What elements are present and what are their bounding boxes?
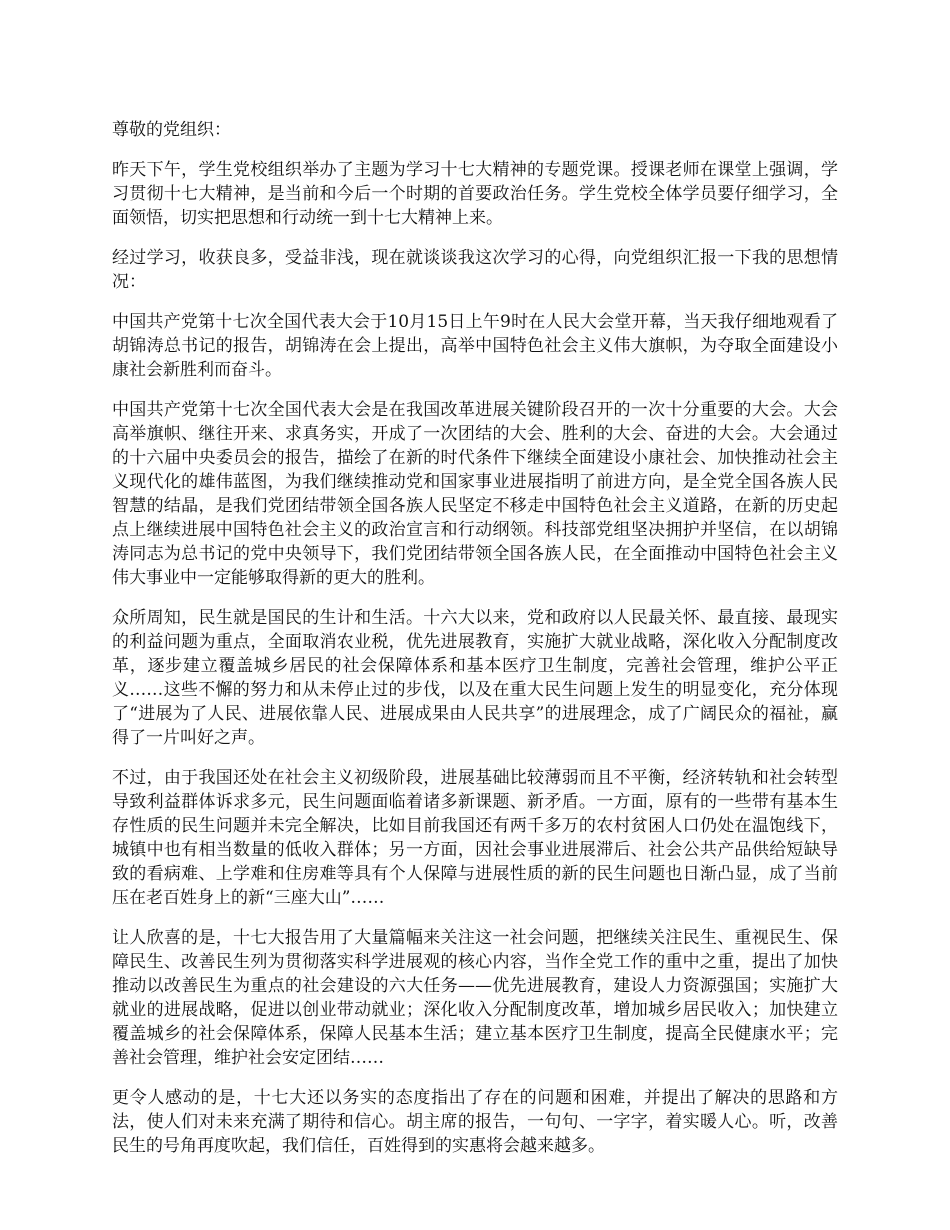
- paragraph-8: 更令人感动的是，十七大还以务实的态度指出了存在的问题和困难，并提出了解决的思路和方法，使人们对未来充满了期待和信心。胡主席的报告，一句句、一字字，着实暖人心。听，改善民生的号角再度吹起，我们信任，百姓得到的实惠将会越来越多。: [112, 1088, 838, 1156]
- paragraph-2: 经过学习，收获良多，受益非浅，现在就谈谈我这次学习的心得，向党组织汇报一下我的思想情况：: [112, 248, 838, 292]
- paragraph-1: 昨天下午，学生党校组织举办了主题为学习十七大精神的专题党课。授课老师在课堂上强调，学习贯彻十七大精神，是当前和今后一个时期的首要政治任务。学生党校全体学员要仔细学习，全面领悟，切实把思想和行动统一到十七大精神上来。: [112, 160, 838, 228]
- paragraph-7: 让人欣喜的是，十七大报告用了大量篇幅来关注这一社会问题，把继续关注民生、重视民生、保障民生、改善民生列为贯彻落实科学进展观的核心内容，当作全党工作的重中之重，提出了加快推动以改善民生为重点的社会建设的六大任务——优先进展教育，建设人力资源强国；实施扩大就业的进展战略，促进以创业带动就业；深化收入分配制度改革，增加城乡居民收入；加快建立覆盖城乡的社会保障体系，保障人民基本生活；建立基本医疗卫生制度，提高全民健康水平；完善社会管理，维护社会安定团结……: [112, 928, 838, 1068]
- paragraph-5: 众所周知，民生就是国民的生计和生活。十六大以来，党和政府以人民最关怀、最直接、最现实的利益问题为重点，全面取消农业税，优先进展教育，实施扩大就业战略，深化收入分配制度改革，逐步建立覆盖城乡居民的社会保障体系和基本医疗卫生制度，完善社会管理，维护公平正义……这些不懈的努力和从未停止过的步伐，以及在重大民生问题上发生的明显变化，充分体现了“进展为了人民、进展依靠人民、进展成果由人民共享”的进展理念，成了广阔民众的福祉，赢得了一片叫好之声。: [112, 608, 838, 748]
- salutation: 尊敬的党组织：: [112, 120, 231, 140]
- paragraph-6: 不过，由于我国还处在社会主义初级阶段，进展基础比较薄弱而且不平衡，经济转轨和社会转型导致利益群体诉求多元，民生问题面临着诸多新课题、新矛盾。一方面，原有的一些带有基本生存性质的民生问题并未完全解决，比如目前我国还有两千多万的农村贫困人口仍处在温饱线下，城镇中也有相当数量的低收入群体；另一方面，因社会事业进展滞后、社会公共产品供给短缺导致的看病难、上学难和住房难等具有个人保障与进展性质的新的民生问题也日渐凸显，成了当前压在老百姓身上的新“三座大山”……: [112, 768, 838, 908]
- paragraph-4: 中国共产党第十七次全国代表大会是在我国改革进展关键阶段召开的一次十分重要的大会。大会高举旗帜、继往开来、求真务实，开成了一次团结的大会、胜利的大会、奋进的大会。大会通过的十六届中央委员会的报告，描绘了在新的时代条件下继续全面建设小康社会、加快推动社会主义现代化的雄伟蓝图，为我们继续推动党和国家事业进展指明了前进方向，是全党全国各族人民智慧的结晶，是我们党团结带领全国各族人民坚定不移走中国特色社会主义道路，在新的历史起点上继续进展中国特色社会主义的政治宣言和行动纲领。科技部党组坚决拥护并坚信，在以胡锦涛同志为总书记的党中央领导下，我们党团结带领全国各族人民，在全面推动中国特色社会主义伟大事业中一定能够取得新的更大的胜利。: [112, 400, 838, 588]
- document-page: [112, 118, 838, 1174]
- paragraph-3: 中国共产党第十七次全国代表大会于10月15日上午9时在人民大会堂开幕，当天我仔细地观看了胡锦涛总书记的报告，胡锦涛在会上提出，高举中国特色社会主义伟大旗帜，为夺取全面建设小康社会新胜利而奋斗。: [112, 312, 838, 380]
